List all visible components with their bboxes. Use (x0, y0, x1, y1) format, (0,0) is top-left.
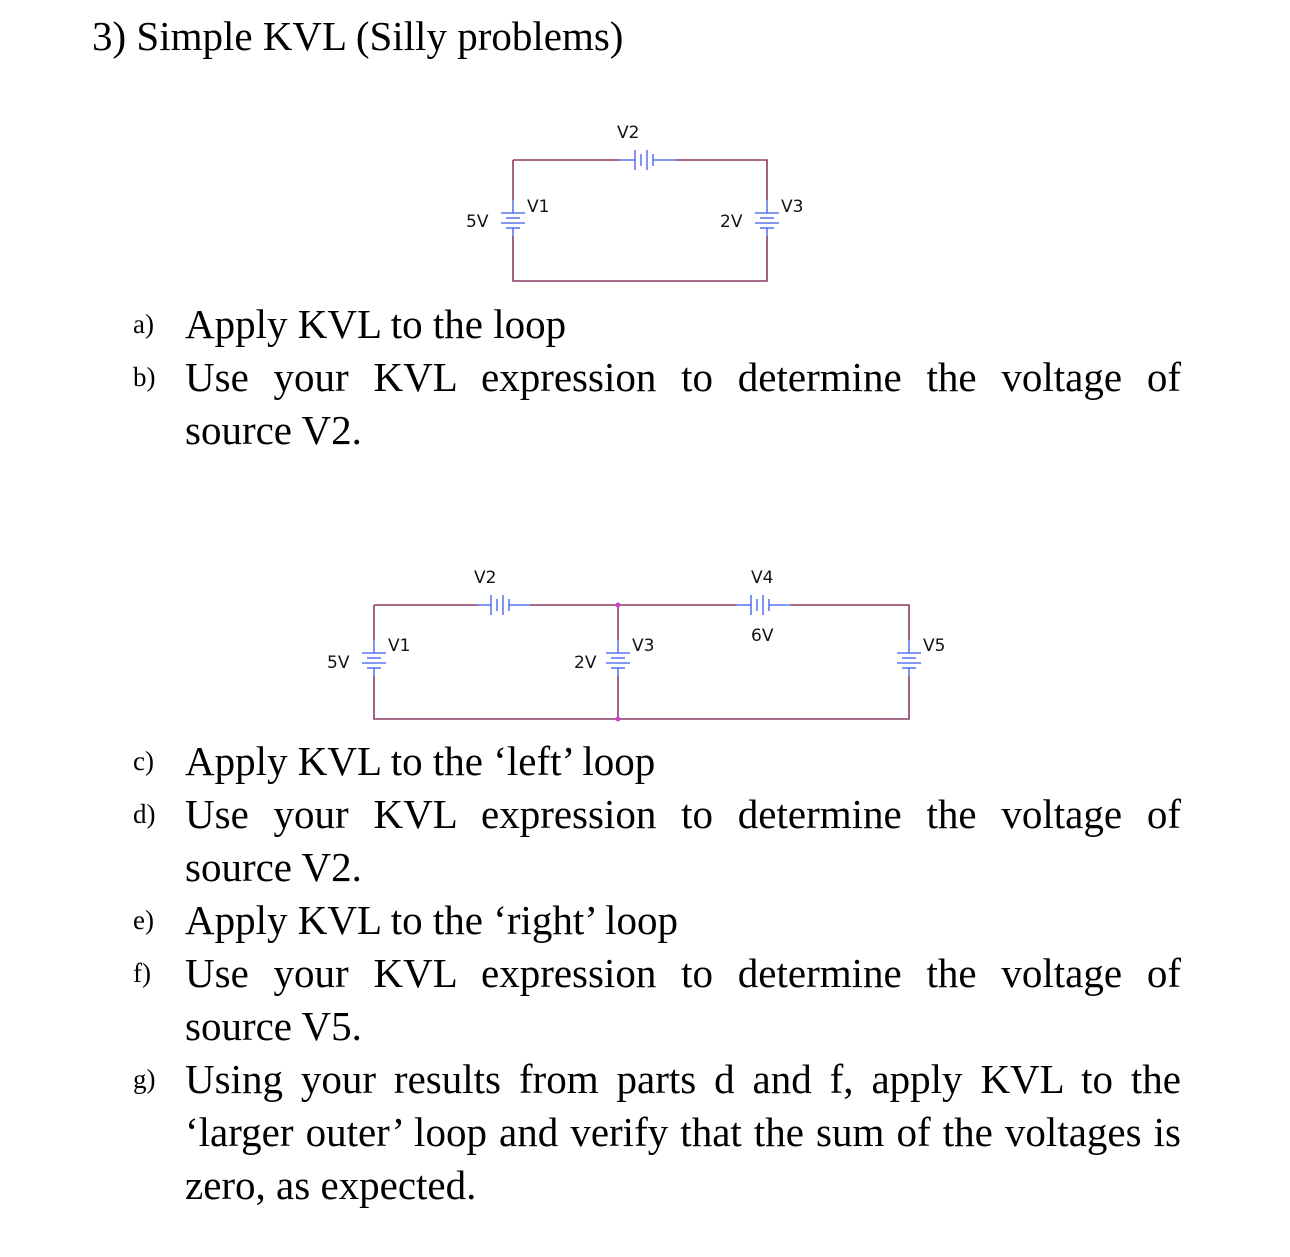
c1-v3-name: V3 (781, 197, 804, 217)
question-g (133, 1053, 1181, 1212)
c2-v4-name: V4 (751, 568, 774, 588)
question-f (133, 947, 1181, 1053)
question-c (133, 735, 1181, 788)
question-e (133, 894, 1181, 947)
c1-v1-name: V1 (527, 197, 550, 217)
c1-v2-name: V2 (617, 123, 640, 143)
c2-v2-name: V2 (474, 568, 497, 588)
c2-v5-battery-icon (897, 640, 921, 676)
question-a-text: Apply KVL to the loop (185, 301, 567, 347)
c2-top-wire (374, 605, 909, 640)
c2-v5-name: V5 (923, 636, 946, 656)
question-b-marker: b) (133, 362, 156, 392)
question-f-marker: f) (133, 958, 151, 988)
c1-v3-value: 2V (720, 212, 743, 232)
question-b-text: Use your KVL expression to determine the voltage of source V2. (185, 354, 1181, 453)
question-c-marker: c) (133, 746, 154, 776)
question-d-marker: d) (133, 799, 156, 829)
question-d-text: Use your KVL expression to determine the voltage of source V2. (185, 791, 1181, 890)
question-a-marker: a) (133, 309, 154, 339)
question-g-text: Using your results from parts d and f, apply KVL to the ‘larger outer’ loop and verify that the sum of the voltages is zero, as expected. (185, 1056, 1181, 1208)
c2-v3-name: V3 (632, 636, 655, 656)
questions-part-2 (133, 735, 1181, 1212)
c2-v4-battery-icon (737, 595, 790, 615)
question-e-marker: e) (133, 905, 154, 935)
question-f-text: Use your KVL expression to determine the voltage of source V5. (185, 950, 1181, 1049)
question-g-marker: g) (133, 1064, 156, 1094)
c2-v4-value: 6V (751, 626, 774, 646)
question-e-text: Apply KVL to the ‘right’ loop (185, 897, 679, 943)
c2-v1-value: 5V (327, 653, 350, 673)
question-c-text: Apply KVL to the ‘left’ loop (185, 738, 656, 784)
c2-v1-battery-icon (362, 640, 386, 676)
problem-title: 3) Simple KVL (Silly problems) (92, 13, 624, 59)
c2-top-junction (616, 603, 621, 608)
c1-v1-value: 5V (466, 212, 489, 232)
c2-v3-value: 2V (574, 653, 597, 673)
c2-bottom-junction (616, 717, 621, 722)
c2-v2-battery-icon (477, 595, 530, 615)
question-d (133, 788, 1181, 894)
c2-bottom-wire (374, 676, 909, 719)
c2-v3-battery-icon (606, 640, 630, 676)
c2-v1-name: V1 (388, 636, 411, 656)
